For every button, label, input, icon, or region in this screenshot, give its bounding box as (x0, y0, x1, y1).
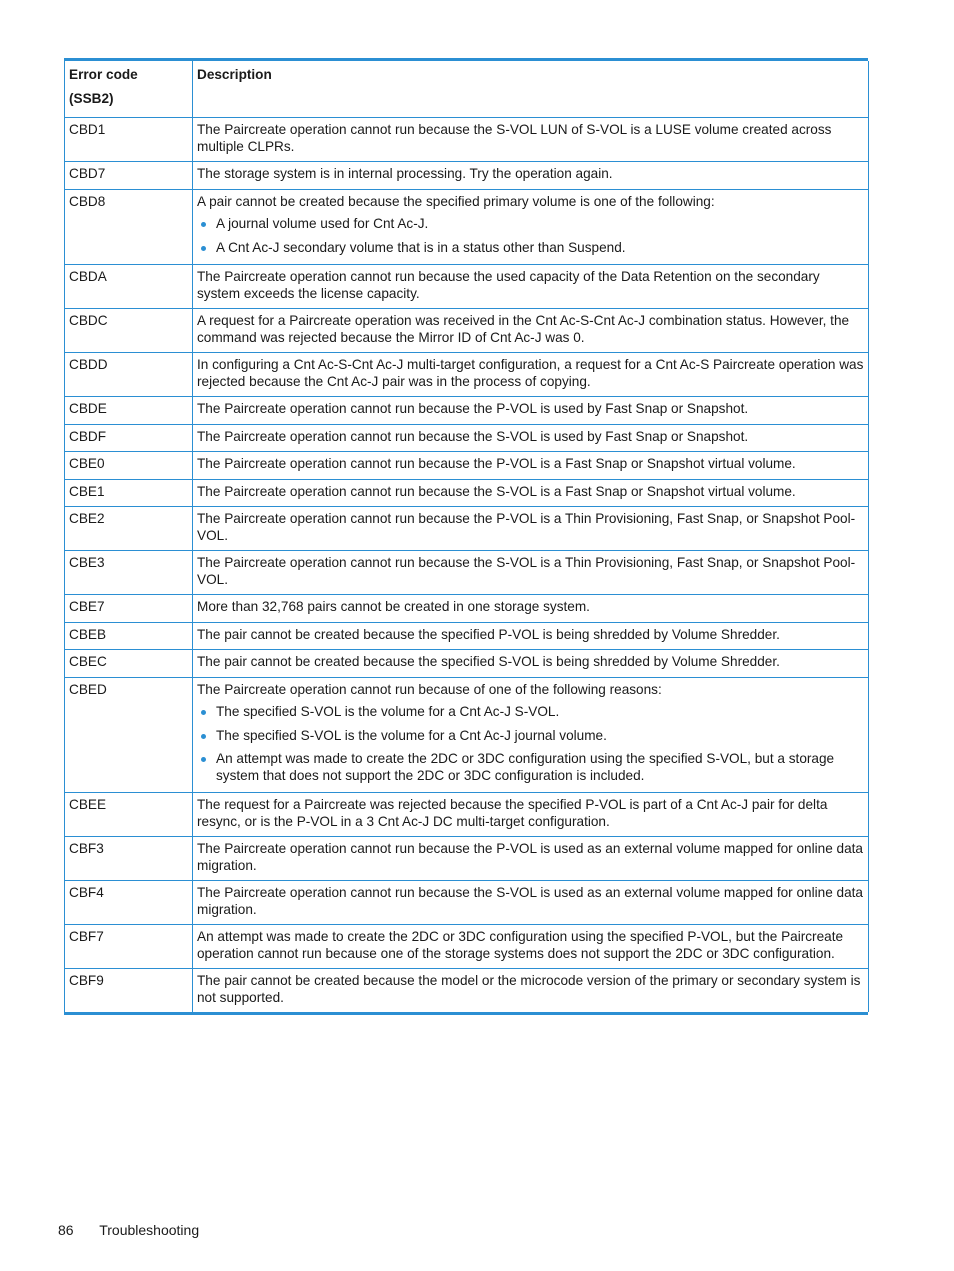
description-cell (193, 881, 869, 925)
table-row (65, 881, 869, 925)
table-row (65, 622, 869, 650)
error-code-table (64, 61, 869, 1012)
description-bullet-list (197, 216, 864, 256)
error-code-cell: CBE3 (65, 551, 193, 595)
table-row (65, 595, 869, 623)
error-code-cell: CBD1 (65, 118, 193, 162)
table-row (65, 837, 869, 881)
table-row (65, 309, 869, 353)
description-cell (193, 595, 869, 623)
description-text: The Paircreate operation cannot run because the P-VOL is a Thin Provisioning, Fast Snap, or Snapshot Pool-VOL. (197, 511, 856, 543)
table-row (65, 551, 869, 595)
error-code-cell: CBF3 (65, 837, 193, 881)
table-row (65, 424, 869, 452)
table-row (65, 677, 869, 793)
table-row (65, 452, 869, 480)
error-code-cell: CBEB (65, 622, 193, 650)
error-code-cell: CBE0 (65, 452, 193, 480)
description-text: A request for a Paircreate operation was received in the Cnt Ac-S-Cnt Ac-J combination status. However, the command was rejected because the Mirror ID of Cnt Ac-J was 0. (197, 313, 850, 345)
page-footer (58, 1222, 199, 1238)
table-row (65, 479, 869, 507)
error-code-cell: CBED (65, 677, 193, 793)
error-code-cell: CBDE (65, 397, 193, 425)
description-cell (193, 118, 869, 162)
header-error-code (65, 61, 193, 118)
description-text: The pair cannot be created because the specified P-VOL is being shredded by Volume Shredder. (197, 626, 780, 642)
error-code-cell: CBDF (65, 424, 193, 452)
description-cell (193, 650, 869, 678)
description-text: The pair cannot be created because the model or the microcode version of the primary or secondary system is not supported. (197, 973, 861, 1005)
error-code-cell: CBF7 (65, 925, 193, 969)
error-code-cell: CBD8 (65, 189, 193, 265)
error-code-cell: CBDC (65, 309, 193, 353)
error-code-cell: CBD7 (65, 162, 193, 190)
error-code-cell: CBDD (65, 353, 193, 397)
description-cell (193, 189, 869, 265)
error-code-table-container (64, 58, 868, 1015)
description-cell (193, 551, 869, 595)
description-bullet-list (197, 704, 864, 784)
table-body (65, 118, 869, 1013)
table-row (65, 925, 869, 969)
description-text: An attempt was made to create the 2DC or 3DC configuration using the specified P-VOL, but the Paircreate operation cannot run because one of the storage systems does not support the 2DC or 3DC configuration. (197, 929, 844, 961)
table-row (65, 189, 869, 265)
description-cell (193, 397, 869, 425)
description-text: The Paircreate operation cannot run because the S-VOL is used as an external volume mapped for online data migration. (197, 885, 863, 917)
description-cell (193, 793, 869, 837)
description-text: The Paircreate operation cannot run because of one of the following reasons: (197, 681, 662, 697)
description-bullet-item: The specified S-VOL is the volume for a Cnt Ac-J journal volume. (216, 728, 864, 745)
error-code-cell: CBDA (65, 265, 193, 309)
description-cell (193, 162, 869, 190)
error-code-cell: CBF4 (65, 881, 193, 925)
page-number: 86 (58, 1222, 74, 1238)
error-code-cell: CBF9 (65, 969, 193, 1013)
description-cell (193, 479, 869, 507)
description-bullet-item: A Cnt Ac-J secondary volume that is in a status other than Suspend. (216, 240, 864, 257)
description-text: More than 32,768 pairs cannot be created in one storage system. (197, 599, 590, 614)
description-text: The Paircreate operation cannot run because the S-VOL is used by Fast Snap or Snapshot. (197, 428, 749, 444)
description-text: The Paircreate operation cannot run because the S-VOL is a Thin Provisioning, Fast Snap, or Snapshot Pool-VOL. (197, 555, 856, 587)
description-cell (193, 424, 869, 452)
table-row (65, 265, 869, 309)
description-cell (193, 265, 869, 309)
header-error-code-line2: (SSB2) (69, 90, 114, 106)
table-row (65, 507, 869, 551)
error-code-cell: CBE7 (65, 595, 193, 623)
description-text: The pair cannot be created because the specified S-VOL is being shredded by Volume Shredder. (197, 654, 780, 669)
table-row (65, 650, 869, 678)
description-cell (193, 507, 869, 551)
table-row (65, 353, 869, 397)
description-bullet-item: The specified S-VOL is the volume for a Cnt Ac-J S-VOL. (216, 704, 864, 721)
description-cell (193, 969, 869, 1013)
description-bullet-item: A journal volume used for Cnt Ac-J. (216, 216, 864, 233)
description-text: The storage system is in internal processing. Try the operation again. (197, 166, 613, 181)
description-text: The Paircreate operation cannot run because the P-VOL is used as an external volume mapped for online data migration. (197, 841, 863, 873)
description-cell (193, 622, 869, 650)
description-text: The Paircreate operation cannot run because the used capacity of the Data Retention on the secondary system exceeds the license capacity. (197, 269, 820, 301)
description-text: The Paircreate operation cannot run because the P-VOL is used by Fast Snap or Snapshot. (197, 401, 749, 416)
description-bullet-item: An attempt was made to create the 2DC or 3DC configuration using the specified S-VOL, but a storage system that does not support the 2DC or 3DC configuration is included. (216, 751, 864, 784)
error-code-cell: CBE2 (65, 507, 193, 551)
description-text: The Paircreate operation cannot run because the S-VOL LUN of S-VOL is a LUSE volume created across multiple CLPRs. (197, 122, 832, 154)
description-cell (193, 837, 869, 881)
description-text: In configuring a Cnt Ac-S-Cnt Ac-J multi-target configuration, a request for a Cnt Ac-S Paircreate operation was rejected because the Cnt Ac-J pair was in the process of copying. (197, 357, 864, 389)
table-row (65, 397, 869, 425)
table-row (65, 793, 869, 837)
description-cell (193, 925, 869, 969)
description-text: The request for a Paircreate was rejected because the specified P-VOL is part of a Cnt Ac-J pair for delta resync, or is the P-VOL in a 3 Cnt Ac-J DC multi-target configuration. (197, 797, 828, 829)
description-text: The Paircreate operation cannot run because the S-VOL is a Fast Snap or Snapshot virtual volume. (197, 483, 796, 499)
table-row (65, 969, 869, 1013)
error-code-cell: CBEC (65, 650, 193, 678)
description-text: The Paircreate operation cannot run because the P-VOL is a Fast Snap or Snapshot virtual volume. (197, 456, 796, 471)
description-text: A pair cannot be created because the specified primary volume is one of the following: (197, 193, 715, 209)
table-header-row (65, 61, 869, 118)
table-row (65, 162, 869, 190)
error-code-cell: CBE1 (65, 479, 193, 507)
description-cell (193, 677, 869, 793)
description-cell (193, 309, 869, 353)
description-cell (193, 452, 869, 480)
description-cell (193, 353, 869, 397)
header-description: Description (193, 61, 869, 118)
table-row (65, 118, 869, 162)
section-title: Troubleshooting (99, 1222, 200, 1238)
error-code-cell: CBEE (65, 793, 193, 837)
header-error-code-line1: Error code (69, 67, 138, 82)
